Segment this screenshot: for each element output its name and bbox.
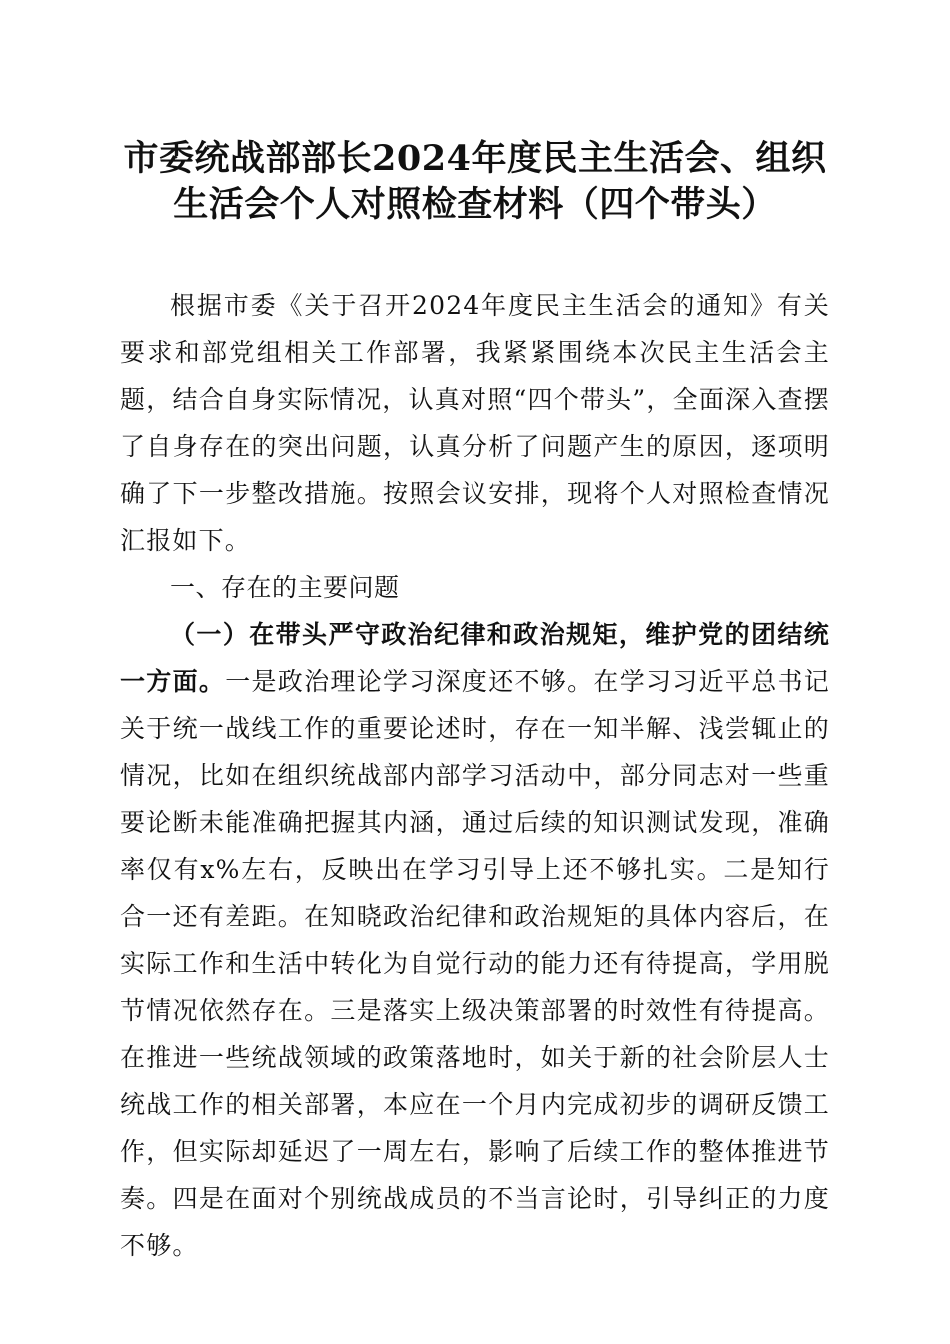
subsection-body: 一是政治理论学习深度还不够。在学习习近平总书记关于统一战线工作的重要论述时，存在一知半解、浅尝辄止的情况，比如在组织统战部内部学习活动中，部分同志对一些重要论断未能准确把握其内涵，通过后续的知识测试发现，准确率仅有x%左右，反映出在学习引导上还不够扎实。二是知行合一还有差距。在知晓政治纪律和政治规矩的具体内容后，在实际工作和生活中转化为自觉行动的能力还有待提高，学用脱节情况依然存在。三是落实上级决策部署的时效性有待提高。在推进一些统战领域的政策落地时，如关于新的社会阶层人士统战工作的相关部署，本应在一个月内完成初步的调研反馈工作，但实际却延迟了一周左右，影响了后续工作的整体推进节奏。四是在面对个别统战成员的不当言论时，引导纠正的力度不够。: [120, 667, 830, 1260]
subsection-heading: （一）在带头严守政治纪律和政治规矩，维护党的团结统一方面。: [120, 620, 830, 696]
subsection-paragraph: [120, 611, 830, 1269]
document-body: [120, 282, 830, 1269]
section-heading: 一、存在的主要问题: [170, 573, 400, 602]
title-line-1: 市委统战部部长2024年度民主生活会、组织: [123, 138, 827, 179]
title-line-2: 生活会个人对照检查材料（四个带头）: [173, 184, 777, 225]
intro-paragraph: 根据市委《关于召开2024年度民主生活会的通知》有关要求和部党组相关工作部署，我紧紧围绕本次民主生活会主题，结合自身实际情况，认真对照“四个带头”，全面深入查摆了自身存在的突出问题，认真分析了问题产生的原因，逐项明确了下一步整改措施。按照会议安排，现将个人对照检查情况汇报如下。: [120, 291, 830, 555]
document-title: [100, 136, 850, 228]
